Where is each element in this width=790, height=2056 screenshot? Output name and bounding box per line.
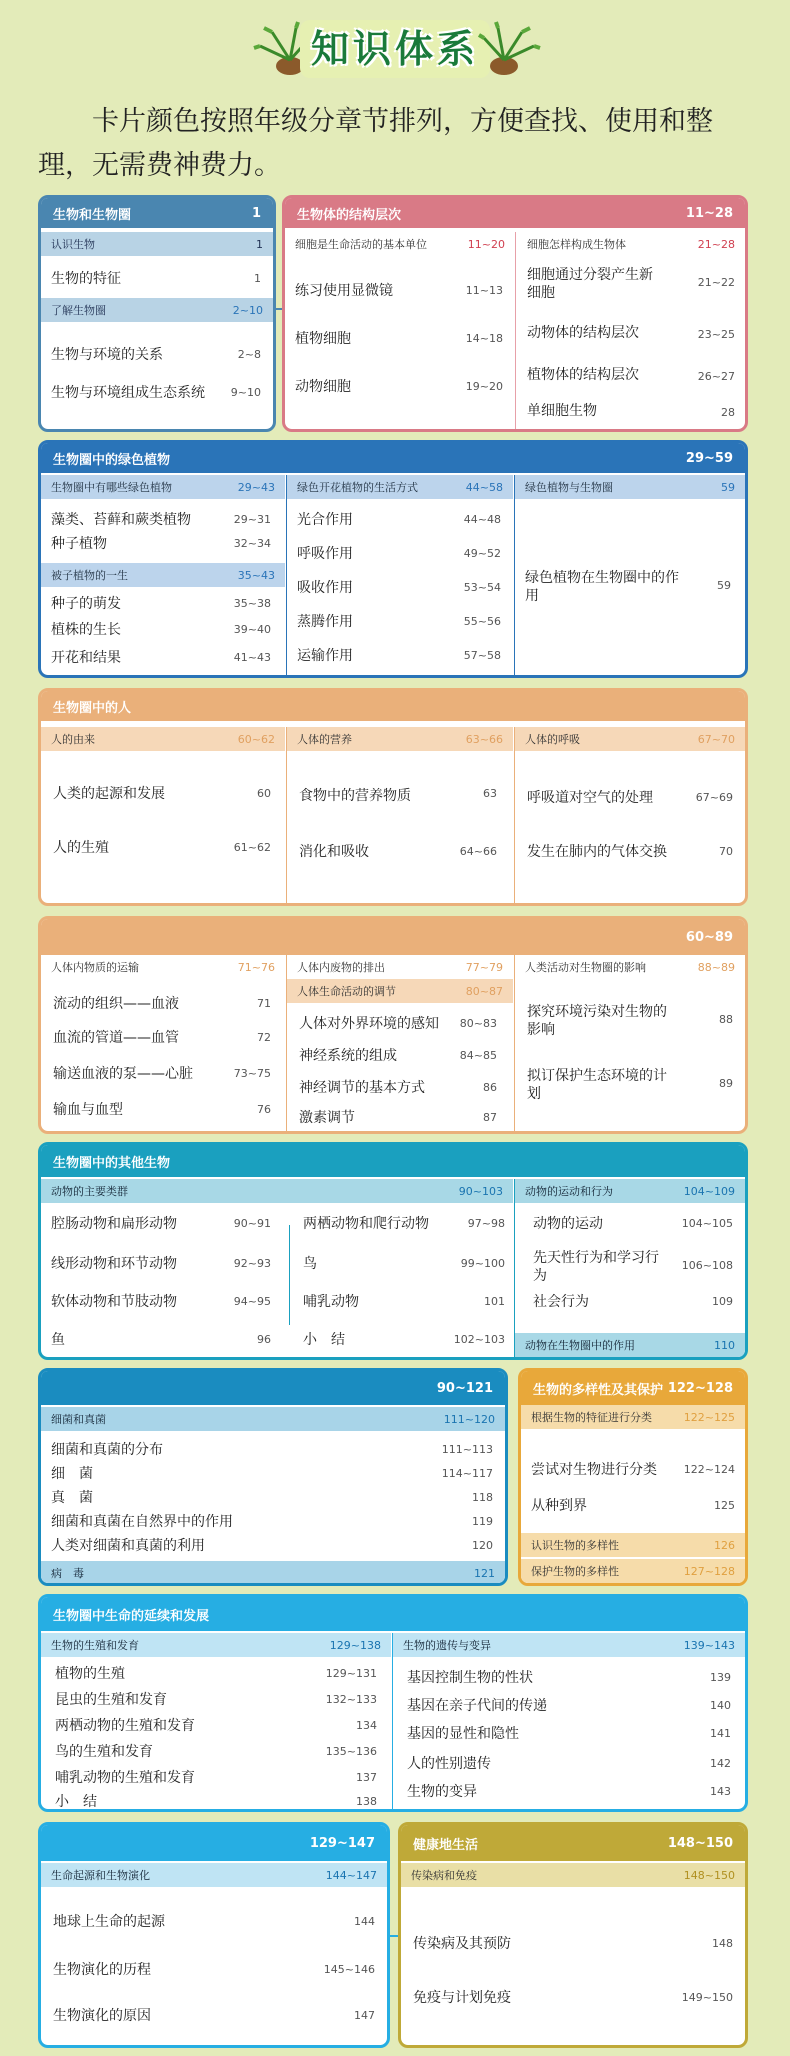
section-pages: 60~62 [237, 732, 275, 746]
list-item: 基因的显性和隐性 [407, 1726, 519, 1742]
item-pages: 44~48 [463, 513, 501, 526]
card-title: 生物和生物圈 [53, 207, 132, 223]
item-pages: 138 [356, 1795, 377, 1808]
item-pages: 1 [254, 272, 261, 285]
connector-line [390, 1935, 398, 1937]
list-item: 血流的管道——血管 [53, 1030, 179, 1046]
list-item: 种子植物 [51, 536, 107, 552]
list-item: 食物中的营养物质 [299, 788, 411, 804]
item-pages: 49~52 [463, 547, 501, 560]
list-item: 植物的生殖 [55, 1666, 125, 1682]
list-item: 生物的变异 [407, 1784, 477, 1800]
card-title: 生物圈中的其他生物 [53, 1155, 171, 1171]
card-pages: 129~147 [309, 1835, 375, 1851]
item-pages: 64~66 [459, 845, 497, 858]
item-pages: 101 [484, 1295, 505, 1308]
list-item: 探究环境污染对生物的影响 [527, 1004, 667, 1038]
item-pages: 144 [354, 1915, 375, 1928]
section-title: 被子植物的一生 [51, 569, 128, 582]
section-pages: 59 [721, 480, 735, 494]
item-pages: 111~113 [441, 1443, 493, 1456]
list-item: 昆虫的生殖和发育 [55, 1692, 167, 1708]
list-item: 植物细胞 [295, 331, 351, 347]
item-pages: 119 [472, 1515, 493, 1528]
section-pages: 80~87 [465, 984, 503, 998]
card-origin-of-life [38, 1822, 390, 2048]
card-pages: 1 [251, 205, 261, 221]
page-title: 知识体系 [300, 20, 490, 78]
section-pages: 88~89 [697, 960, 735, 974]
list-item: 软体动物和节肢动物 [51, 1294, 177, 1310]
list-item: 细菌和真菌在自然界中的作用 [51, 1514, 233, 1530]
item-pages: 140 [710, 1699, 731, 1712]
item-pages: 29~31 [233, 513, 271, 526]
list-item: 地球上生命的起源 [53, 1914, 165, 1930]
item-pages: 2~8 [237, 348, 261, 361]
intro-text: 卡片颜色按照年级分章节排列，方便查找、使用和整理，无需费神费力。 [38, 106, 713, 181]
plant-right-icon [478, 20, 542, 80]
item-pages: 63 [483, 787, 497, 800]
list-item: 哺乳动物 [303, 1294, 359, 1310]
section-pages: 129~138 [329, 1638, 381, 1652]
item-pages: 41~43 [233, 651, 271, 664]
list-item: 腔肠动物和扁形动物 [51, 1216, 177, 1232]
item-pages: 92~93 [233, 1257, 271, 1270]
card-pages: 90~121 [436, 1380, 493, 1396]
list-item: 生物演化的历程 [53, 1962, 151, 1978]
list-item: 呼吸作用 [297, 546, 353, 562]
item-pages: 148 [712, 1937, 733, 1950]
item-pages: 88 [719, 1013, 733, 1026]
list-item: 真 菌 [51, 1490, 93, 1506]
section-title: 认识生物 [51, 238, 95, 251]
card-other-organisms [38, 1142, 748, 1360]
item-pages: 67~69 [695, 791, 733, 804]
list-item: 输血与血型 [53, 1102, 123, 1118]
section-title: 细胞怎样构成生物体 [527, 238, 626, 251]
list-item: 输送血液的泵——心脏 [53, 1066, 193, 1082]
list-item: 从种到界 [531, 1498, 587, 1514]
card-human-in-biosphere [38, 688, 748, 906]
section-title: 动物的运动和行为 [525, 1185, 613, 1198]
section-title: 人体内物质的运输 [51, 961, 139, 974]
list-item: 消化和吸收 [299, 844, 369, 860]
item-pages: 76 [257, 1103, 271, 1116]
item-pages: 60 [257, 787, 271, 800]
list-item: 动物的运动 [533, 1216, 603, 1232]
list-item: 植物体的结构层次 [527, 367, 639, 383]
section-pages: 139~143 [683, 1638, 735, 1652]
card-title: 生物圈中的绿色植物 [53, 452, 171, 468]
card-continuation-of-life [38, 1594, 748, 1812]
section-title: 人体生命活动的调节 [297, 985, 396, 998]
item-pages: 26~27 [697, 370, 735, 383]
section-pages: 77~79 [465, 960, 503, 974]
list-item: 生物与环境的关系 [51, 347, 163, 363]
section-pages: 35~43 [237, 568, 275, 582]
card-title: 生物圈中生命的延续和发展 [53, 1608, 210, 1624]
list-item: 蒸腾作用 [297, 614, 353, 630]
card-pages: 148~150 [667, 1835, 733, 1851]
section-title: 了解生物圈 [51, 304, 106, 317]
list-item: 植株的生长 [51, 622, 121, 638]
list-item: 两栖动物和爬行动物 [303, 1216, 429, 1232]
section-title: 生命起源和生物演化 [51, 1869, 150, 1882]
list-item: 细 菌 [51, 1466, 93, 1482]
item-pages: 23~25 [697, 328, 735, 341]
list-item: 基因控制生物的性状 [407, 1670, 533, 1686]
item-pages: 28 [721, 406, 735, 419]
section-pages: 126 [714, 1538, 735, 1552]
item-pages: 114~117 [441, 1467, 493, 1480]
item-pages: 125 [714, 1499, 735, 1512]
item-pages: 122~124 [683, 1463, 735, 1476]
item-pages: 129~131 [325, 1667, 377, 1680]
item-pages: 94~95 [233, 1295, 271, 1308]
section-pages: 11~20 [467, 237, 505, 251]
list-item: 鸟的生殖和发育 [55, 1744, 153, 1760]
item-pages: 89 [719, 1077, 733, 1090]
list-item: 免疫与计划免疫 [413, 1990, 511, 2006]
list-item: 两栖动物的生殖和发育 [55, 1718, 195, 1734]
item-pages: 134 [356, 1719, 377, 1732]
item-pages: 142 [710, 1757, 731, 1770]
list-item: 鸟 [303, 1256, 317, 1272]
item-pages: 96 [257, 1333, 271, 1346]
section-pages: 2~10 [232, 303, 263, 317]
item-pages: 87 [483, 1111, 497, 1124]
card-pages: 29~59 [685, 450, 733, 466]
section-pages: 1 [256, 237, 263, 251]
connector-line [276, 308, 282, 310]
list-item: 开花和结果 [51, 650, 121, 666]
list-item: 单细胞生物 [527, 403, 597, 419]
list-item: 吸收作用 [297, 580, 353, 596]
section-title: 绿色开花植物的生活方式 [297, 481, 418, 494]
card-healthy-living [398, 1822, 748, 2048]
item-pages: 145~146 [323, 1963, 375, 1976]
card-pages: 60~89 [685, 929, 733, 945]
list-item: 人的生殖 [53, 840, 109, 856]
card-pages: 122~128 [667, 1380, 733, 1396]
item-pages: 19~20 [465, 380, 503, 393]
card-title: 生物的多样性及其保护 [533, 1382, 664, 1398]
list-item: 细胞通过分裂产生新细胞 [527, 267, 653, 301]
section-title: 人的由来 [51, 733, 95, 746]
list-item: 激素调节 [299, 1110, 355, 1126]
list-item: 神经调节的基本方式 [299, 1080, 425, 1096]
section-title: 根据生物的特征进行分类 [531, 1411, 652, 1424]
section-pages: 21~28 [697, 237, 735, 251]
section-title: 生物的生殖和发育 [51, 1639, 139, 1652]
section-pages: 110 [714, 1338, 735, 1352]
card-structure-levels [282, 195, 748, 432]
item-pages: 57~58 [463, 649, 501, 662]
item-pages: 53~54 [463, 581, 501, 594]
item-pages: 106~108 [681, 1259, 733, 1272]
item-pages: 84~85 [459, 1049, 497, 1062]
list-item: 基因在亲子代间的传递 [407, 1698, 547, 1714]
list-item: 练习使用显微镜 [295, 283, 393, 299]
item-pages: 32~34 [233, 537, 271, 550]
item-pages: 61~62 [233, 841, 271, 854]
section-pages: 104~109 [683, 1184, 735, 1198]
section-title: 人类活动对生物圈的影响 [525, 961, 646, 974]
item-pages: 71 [257, 997, 271, 1010]
list-item: 发生在肺内的气体交换 [527, 844, 667, 860]
item-pages: 80~83 [459, 1017, 497, 1030]
section-pages: 29~43 [237, 480, 275, 494]
list-item: 绿色植物在生物圈中的作用 [525, 570, 679, 604]
list-item: 光合作用 [297, 512, 353, 528]
item-pages: 102~103 [453, 1333, 505, 1346]
item-pages: 72 [257, 1031, 271, 1044]
list-item: 先天性行为和学习行为 [533, 1250, 659, 1284]
list-item: 哺乳动物的生殖和发育 [55, 1770, 195, 1786]
item-pages: 11~13 [465, 284, 503, 297]
card-green-plants [38, 440, 748, 678]
section-title: 动物在生物圈中的作用 [525, 1339, 635, 1352]
item-pages: 39~40 [233, 623, 271, 636]
section-title: 人体的营养 [297, 733, 352, 746]
list-item: 社会行为 [533, 1294, 589, 1310]
card-bacteria-fungi [38, 1368, 508, 1586]
card-title: 健康地生活 [413, 1837, 479, 1853]
list-item: 人类的起源和发展 [53, 786, 165, 802]
item-pages: 99~100 [460, 1257, 505, 1270]
section-pages: 122~125 [683, 1410, 735, 1424]
list-item: 人的性别遗传 [407, 1756, 491, 1772]
item-pages: 86 [483, 1081, 497, 1094]
section-pages: 67~70 [697, 732, 735, 746]
item-pages: 135~136 [325, 1745, 377, 1758]
list-item: 传染病及其预防 [413, 1936, 511, 1952]
list-item: 鱼 [51, 1332, 65, 1348]
section-title: 细胞是生命活动的基本单位 [295, 238, 427, 251]
section-title: 认识生物的多样性 [531, 1539, 619, 1552]
item-pages: 90~91 [233, 1217, 271, 1230]
list-item: 拟订保护生态环境的计划 [527, 1068, 667, 1102]
section-title: 病 毒 [51, 1567, 84, 1580]
item-pages: 149~150 [681, 1991, 733, 2004]
section-title: 传染病和免疫 [411, 1869, 477, 1882]
card-title: 生物圈中的人 [53, 700, 132, 716]
item-pages: 109 [712, 1295, 733, 1308]
item-pages: 14~18 [465, 332, 503, 345]
item-pages: 118 [472, 1491, 493, 1504]
list-item: 动物细胞 [295, 379, 351, 395]
item-pages: 9~10 [230, 386, 261, 399]
section-title: 生物圈中有哪些绿色植物 [51, 481, 172, 494]
section-title: 人体内废物的排出 [297, 961, 385, 974]
section-pages: 44~58 [465, 480, 503, 494]
section-title: 人体的呼吸 [525, 733, 580, 746]
list-item: 流动的组织——血液 [53, 996, 179, 1012]
list-item: 人类对细菌和真菌的利用 [51, 1538, 205, 1554]
item-pages: 143 [710, 1785, 731, 1798]
section-title: 保护生物的多样性 [531, 1565, 619, 1578]
item-pages: 141 [710, 1727, 731, 1740]
section-pages: 127~128 [683, 1564, 735, 1578]
card-pages: 11~28 [685, 205, 733, 221]
item-pages: 97~98 [467, 1217, 505, 1230]
section-pages: 148~150 [683, 1868, 735, 1882]
item-pages: 137 [356, 1771, 377, 1784]
list-item: 生物的特征 [51, 271, 121, 287]
item-pages: 120 [472, 1539, 493, 1552]
list-item: 生物与环境组成生态系统 [51, 385, 205, 401]
section-pages: 121 [474, 1566, 495, 1580]
item-pages: 35~38 [233, 597, 271, 610]
section-pages: 63~66 [465, 732, 503, 746]
item-pages: 55~56 [463, 615, 501, 628]
list-item: 种子的萌发 [51, 596, 121, 612]
item-pages: 21~22 [697, 276, 735, 289]
list-item: 尝试对生物进行分类 [531, 1462, 657, 1478]
section-title: 生物的遗传与变异 [403, 1639, 491, 1652]
list-item: 动物体的结构层次 [527, 325, 639, 341]
list-item: 神经系统的组成 [299, 1048, 397, 1064]
card-biodiversity [518, 1368, 748, 1586]
card-biology-biosphere [38, 195, 276, 432]
section-pages: 90~103 [458, 1184, 503, 1198]
item-pages: 73~75 [233, 1067, 271, 1080]
section-pages: 111~120 [443, 1412, 495, 1426]
list-item: 运输作用 [297, 648, 353, 664]
list-item: 藻类、苔藓和蕨类植物 [51, 512, 191, 528]
item-pages: 132~133 [325, 1693, 377, 1706]
section-title: 动物的主要类群 [51, 1185, 128, 1198]
item-pages: 104~105 [681, 1217, 733, 1230]
section-pages: 71~76 [237, 960, 275, 974]
item-pages: 59 [717, 579, 731, 592]
list-item: 线形动物和环节动物 [51, 1256, 177, 1272]
item-pages: 70 [719, 845, 733, 858]
item-pages: 139 [710, 1671, 731, 1684]
card-human-body [38, 916, 748, 1134]
section-pages: 144~147 [325, 1868, 377, 1882]
list-item: 细菌和真菌的分布 [51, 1442, 163, 1458]
list-item: 呼吸道对空气的处理 [527, 790, 653, 806]
section-title: 绿色植物与生物圈 [525, 481, 613, 494]
list-item: 人体对外界环境的感知 [299, 1016, 439, 1032]
list-item: 生物演化的原因 [53, 2008, 151, 2024]
card-title: 生物体的结构层次 [297, 207, 402, 223]
item-pages: 147 [354, 2009, 375, 2022]
list-item: 小 结 [55, 1794, 97, 1810]
section-title: 细菌和真菌 [51, 1413, 106, 1426]
list-item: 小 结 [303, 1332, 345, 1348]
